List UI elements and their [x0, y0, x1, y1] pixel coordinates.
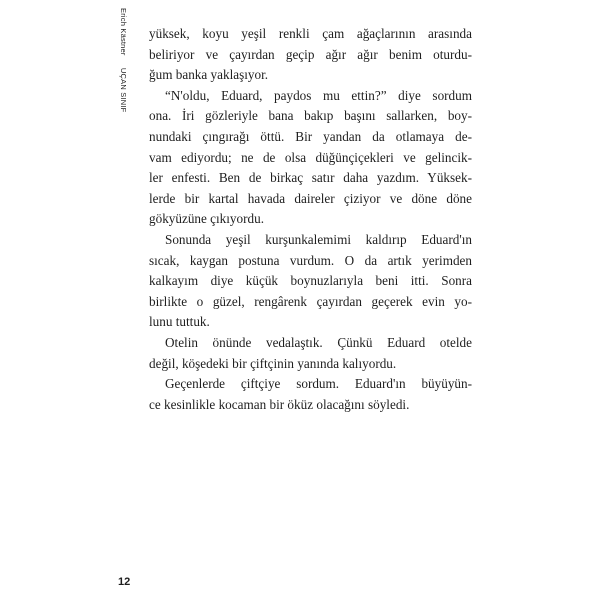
- text-line: Geçenlerde çiftçiye sordum. Eduard'ın büyüyün-: [165, 376, 472, 392]
- text-line: Sonunda yeşil kurşunkalemimi kaldırıp Eduard'ın: [165, 231, 472, 247]
- text-line: ce kesinlikle kocaman bir öküz olacağını söyledi.: [149, 396, 410, 412]
- text-line: Otelin önünde vedalaştık. Çünkü Eduard otelde: [165, 334, 472, 350]
- text-line: beliriyor ve çayırdan geçip ağır ağır benim oturdu-: [149, 46, 472, 62]
- text-line: vam ediyordu; ne de olsa düğünçiçekleri ve gelincik-: [149, 149, 472, 165]
- text-line: sıcak, kaygan postuna vurdum. O da artık yerimden: [149, 252, 472, 268]
- text-line: kalkayım diye küçük boynuzlarıyla beni itti. Sonra: [149, 273, 472, 289]
- text-line: “N'oldu, Eduard, paydos mu ettin?” diye sordum: [165, 87, 472, 103]
- text-line: ona. İri gözleriyle bana bakıp başını sallarken, boy-: [149, 108, 472, 124]
- running-head: [116, 8, 130, 128]
- text-line: birlikte o güzel, rengârenk çayırdan geçerek evin yo-: [149, 293, 472, 309]
- text-line: nundaki çıngırağı öttü. Bir yandan da otlamaya de-: [149, 128, 472, 144]
- page-number: 12: [118, 576, 131, 588]
- body-text: [149, 24, 472, 415]
- text-line: değil, köşedeki bir çiftçinin yanında kalıyordu.: [149, 355, 397, 371]
- running-head-author: Erich Kästner: [119, 8, 128, 56]
- text-line: lerde bir kartal havada daireler çiziyor ve döne döne: [149, 190, 472, 206]
- running-head-title: UÇAN SINIF: [119, 67, 128, 113]
- text-line: ler enfesti. Ben de birkaç satır daha yazdım. Yüksek-: [149, 170, 472, 186]
- text-line: ğum banka yaklaşıyor.: [149, 67, 269, 83]
- text-line: lunu tuttuk.: [149, 314, 210, 330]
- text-line: yüksek, koyu yeşil renkli çam ağaçlarının arasında: [149, 26, 472, 41]
- text-line: gökyüzüne çıkıyordu.: [149, 211, 264, 227]
